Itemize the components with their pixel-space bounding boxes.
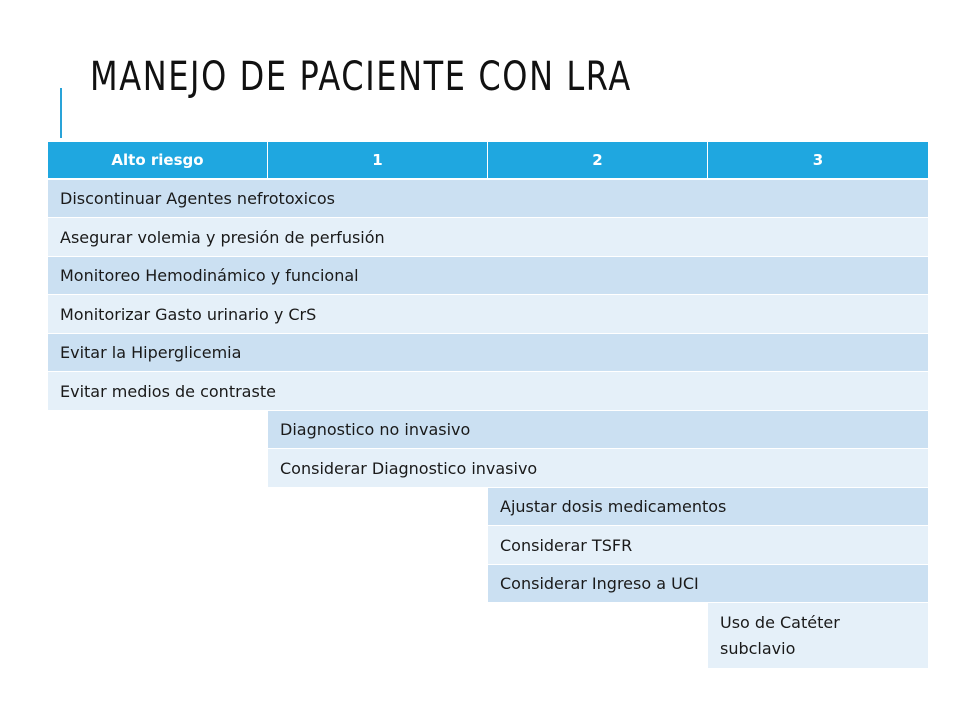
header-stage-1: 1 [268, 142, 488, 180]
table-row: Ajustar dosis medicamentos [488, 488, 928, 526]
risk-management-table [48, 142, 928, 669]
table-row: Evitar la Hiperglicemia [48, 334, 928, 372]
table-row: Considerar Ingreso a UCI [488, 565, 928, 603]
table-row: Diagnostico no invasivo [268, 411, 928, 449]
table-row: Uso de Catéter subclavio [708, 603, 928, 669]
table-row: Considerar TSFR [488, 526, 928, 565]
table-row: Considerar Diagnostico invasivo [268, 449, 928, 488]
table-row: Discontinuar Agentes nefrotoxicos [48, 180, 928, 218]
header-stage-2: 2 [488, 142, 708, 180]
title-accent-line [60, 88, 62, 138]
table-row: Monitoreo Hemodinámico y funcional [48, 257, 928, 295]
table-row: Evitar medios de contraste [48, 372, 928, 411]
table-row: Asegurar volemia y presión de perfusión [48, 218, 928, 257]
page-title: MANEJO DE PACIENTE CON LRA [90, 54, 632, 100]
header-alto-riesgo: Alto riesgo [48, 142, 268, 180]
header-stage-3: 3 [708, 142, 928, 180]
table-row: Monitorizar Gasto urinario y CrS [48, 295, 928, 334]
